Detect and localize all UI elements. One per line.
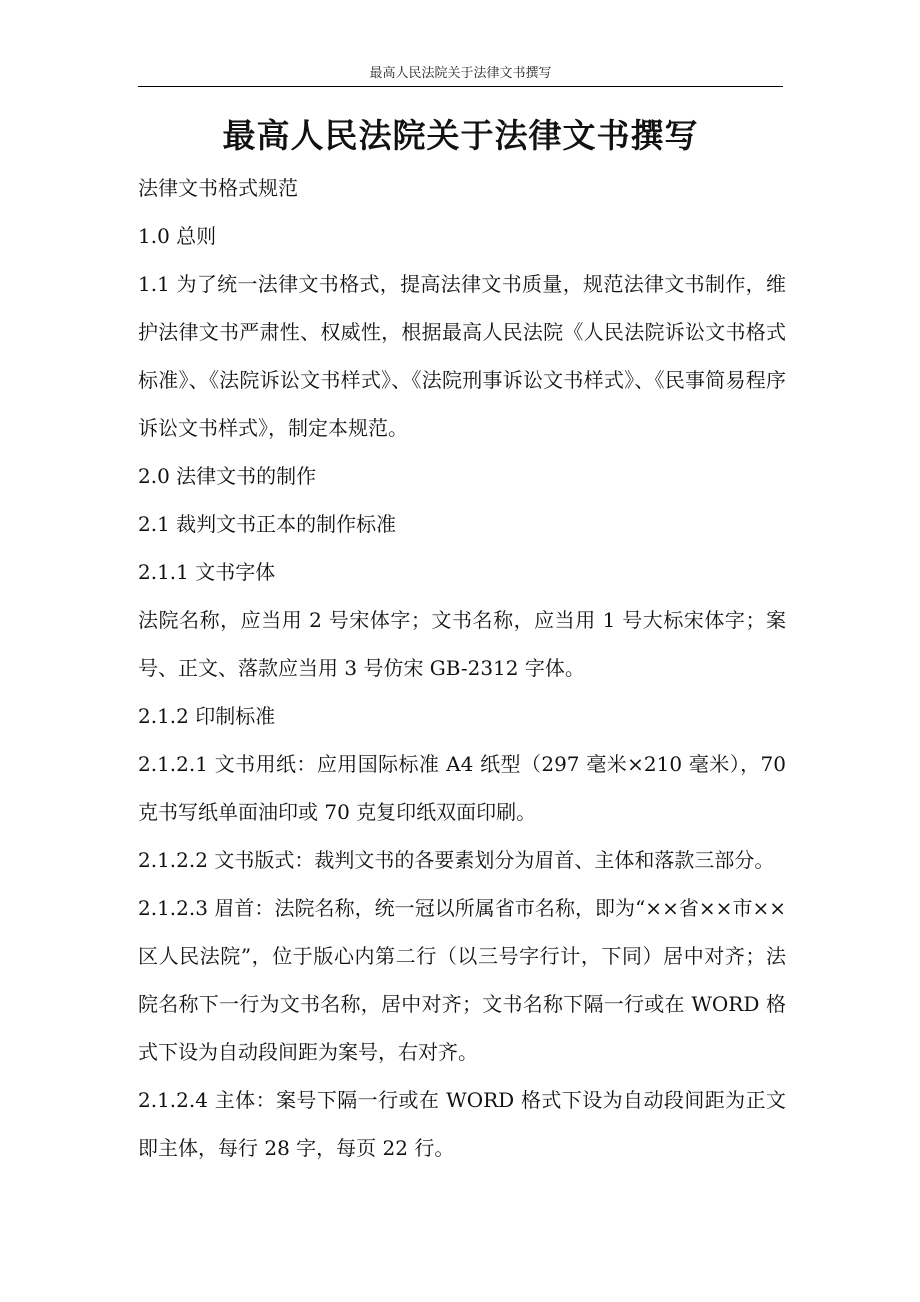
section-heading-production: 2.0 法律文书的制作 (138, 464, 317, 488)
section-heading-2-1-2: 2.1.2 印制标准 (138, 704, 276, 728)
header-rule (138, 86, 783, 87)
document-body (138, 164, 786, 1172)
paragraph-2-1-2-1: 2.1.2.1 文书用纸：应用国际标准 A4 纸型（297 毫米×210 毫米），70 克书写纸单面油印或 70 克复印纸双面印刷。 (138, 752, 786, 824)
paragraph-2-1-2-4: 2.1.2.4 主体：案号下隔一行或在 WORD 格式下设为自动段间距为正文即主体，每行 28 字，每页 22 行。 (138, 1088, 786, 1160)
section-heading-general: 1.0 总则 (138, 224, 217, 248)
paragraph-2-1-2-2: 2.1.2.2 文书版式：裁判文书的各要素划分为眉首、主体和落款三部分。 (138, 848, 775, 872)
paragraph-2-1-2-3: 2.1.2.3 眉首：法院名称，统一冠以所属省市名称，即为“××省××市××区人民法院”，位于版心内第二行（以三号字行计，下同）居中对齐；法院名称下一行为文书名称，居中对齐；文书名称下隔一行或在 WORD 格式下设为自动段间距为案号，右对齐。 (138, 896, 786, 1064)
section-heading-2-1-1: 2.1.1 文书字体 (138, 560, 276, 584)
document-title: 最高人民法院关于法律文书撰写 (222, 116, 699, 155)
paragraph-fonts: 法院名称，应当用 2 号宋体字；文书名称，应当用 1 号大标宋体字；案号、正文、落款应当用 3 号仿宋 GB-2312 字体。 (138, 608, 786, 680)
paragraph-1-1: 1.1 为了统一法律文书格式，提高法律文书质量，规范法律文书制作，维护法律文书严肃性、权威性，根据最高人民法院《人民法院诉讼文书格式标准》、《法院诉讼文书样式》、《法院刑事诉讼文书样式》、《民事简易程序诉讼文书样式》，制定本规范。 (138, 272, 786, 440)
section-heading-2-1: 2.1 裁判文书正本的制作标准 (138, 512, 397, 536)
running-header: 最高人民法院关于法律文书撰写 (369, 66, 552, 81)
section-heading-format: 法律文书格式规范 (138, 176, 298, 200)
